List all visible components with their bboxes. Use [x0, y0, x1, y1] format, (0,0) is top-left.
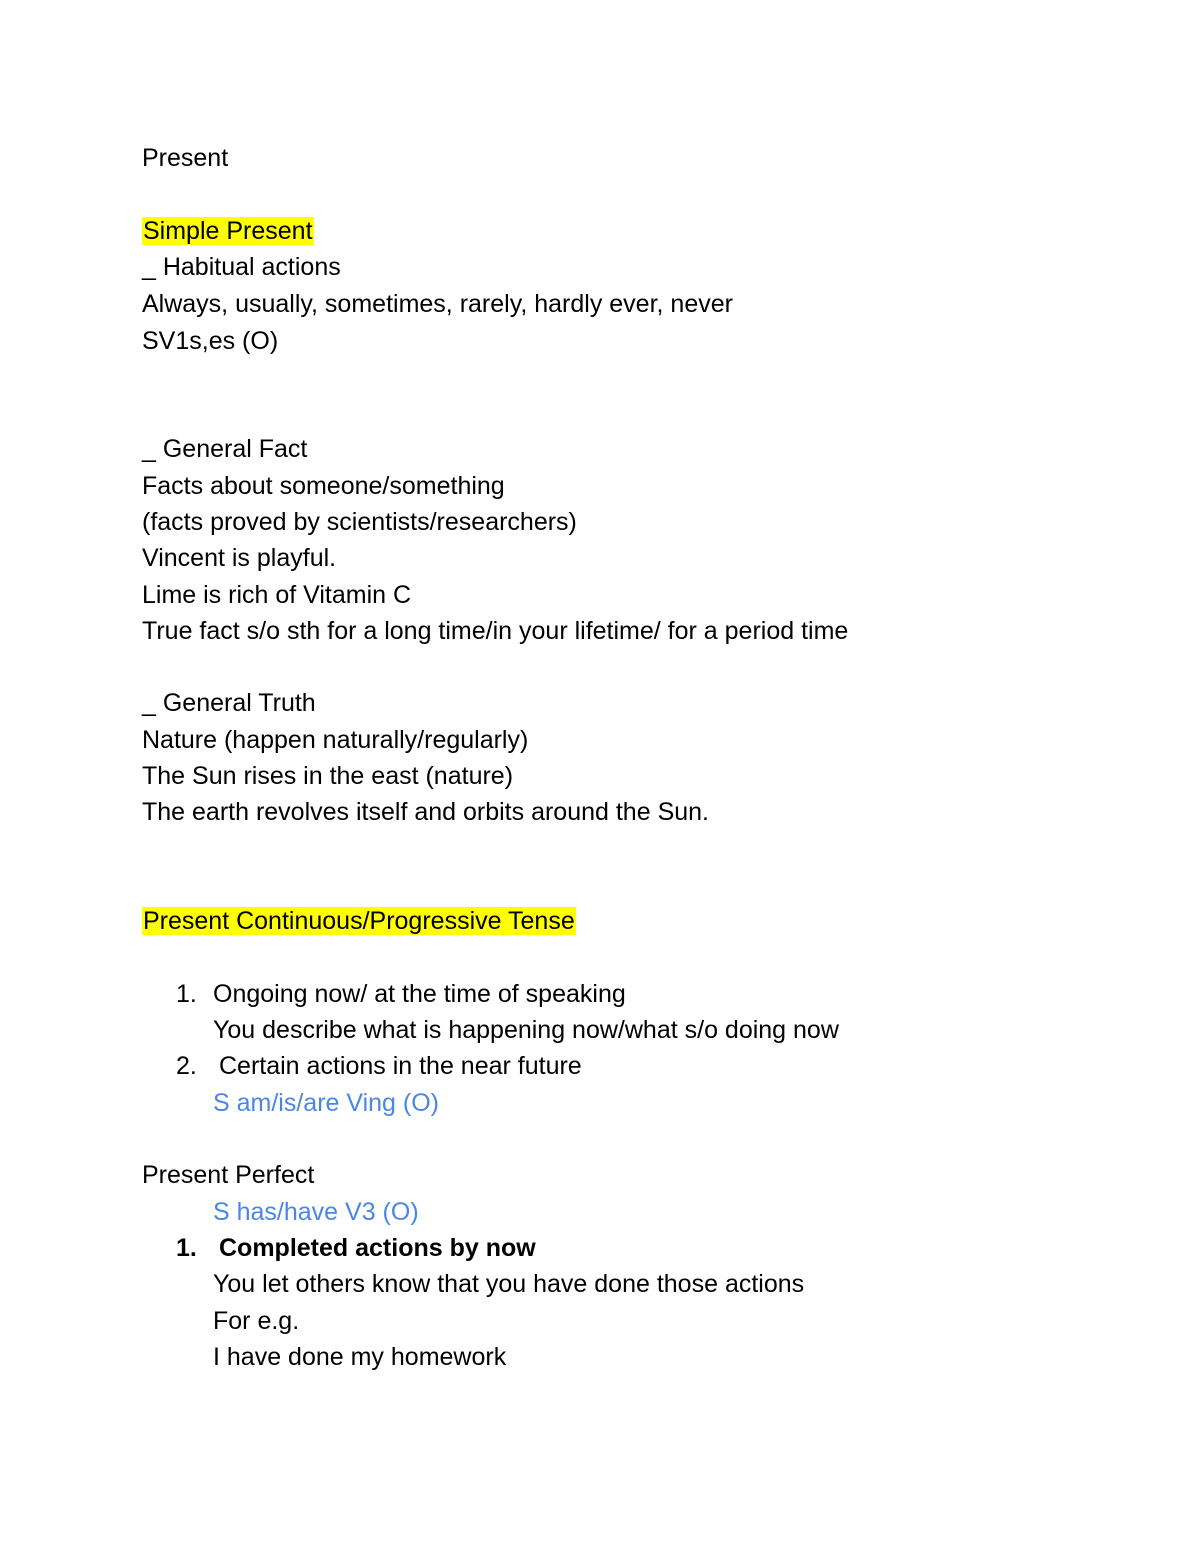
- truth-line: The Sun rises in the east (nature): [142, 762, 514, 790]
- simple-present-heading: [142, 216, 314, 246]
- list-item: Ongoing now/ at the time of speaking: [213, 980, 626, 1008]
- fact-line: Vincent is playful.: [142, 544, 337, 572]
- continuous-heading: [142, 906, 576, 936]
- simple-present-heading-text: Simple Present: [143, 217, 313, 245]
- habitual-adverbs: Always, usually, sometimes, rarely, hardly ever, never: [142, 290, 733, 318]
- perfect-line: I have done my homework: [213, 1343, 507, 1371]
- list-item: Certain actions in the near future: [219, 1052, 582, 1080]
- list-number: 1.: [176, 980, 197, 1008]
- fact-line: True fact s/o sth for a long time/in your lifetime/ for a period time: [142, 617, 849, 645]
- list-number: 1.: [176, 1234, 197, 1262]
- general-truth-label: _ General Truth: [142, 689, 316, 717]
- list-item: Completed actions by now: [219, 1234, 536, 1262]
- fact-line: (facts proved by scientists/researchers): [142, 508, 577, 536]
- continuous-formula: S am/is/are Ving (O): [213, 1089, 440, 1117]
- fact-line: Facts about someone/something: [142, 472, 505, 500]
- present-perfect-heading: Present Perfect: [142, 1161, 315, 1189]
- list-item-detail: You describe what is happening now/what s/o doing now: [213, 1016, 839, 1044]
- list-number: 2.: [176, 1052, 197, 1080]
- perfect-line: You let others know that you have done those actions: [213, 1270, 805, 1298]
- habitual-formula: SV1s,es (O): [142, 327, 279, 355]
- continuous-heading-text: Present Continuous/Progressive Tense: [143, 907, 575, 935]
- general-fact-label: _ General Fact: [142, 435, 308, 463]
- truth-line: Nature (happen naturally/regularly): [142, 726, 529, 754]
- habitual-label: _ Habitual actions: [142, 253, 341, 281]
- perfect-formula: S has/have V3 (O): [213, 1198, 419, 1226]
- perfect-line: For e.g.: [213, 1307, 300, 1335]
- page-title: Present: [142, 144, 229, 172]
- truth-line: The earth revolves itself and orbits around the Sun.: [142, 798, 709, 826]
- fact-line: Lime is rich of Vitamin C: [142, 581, 412, 609]
